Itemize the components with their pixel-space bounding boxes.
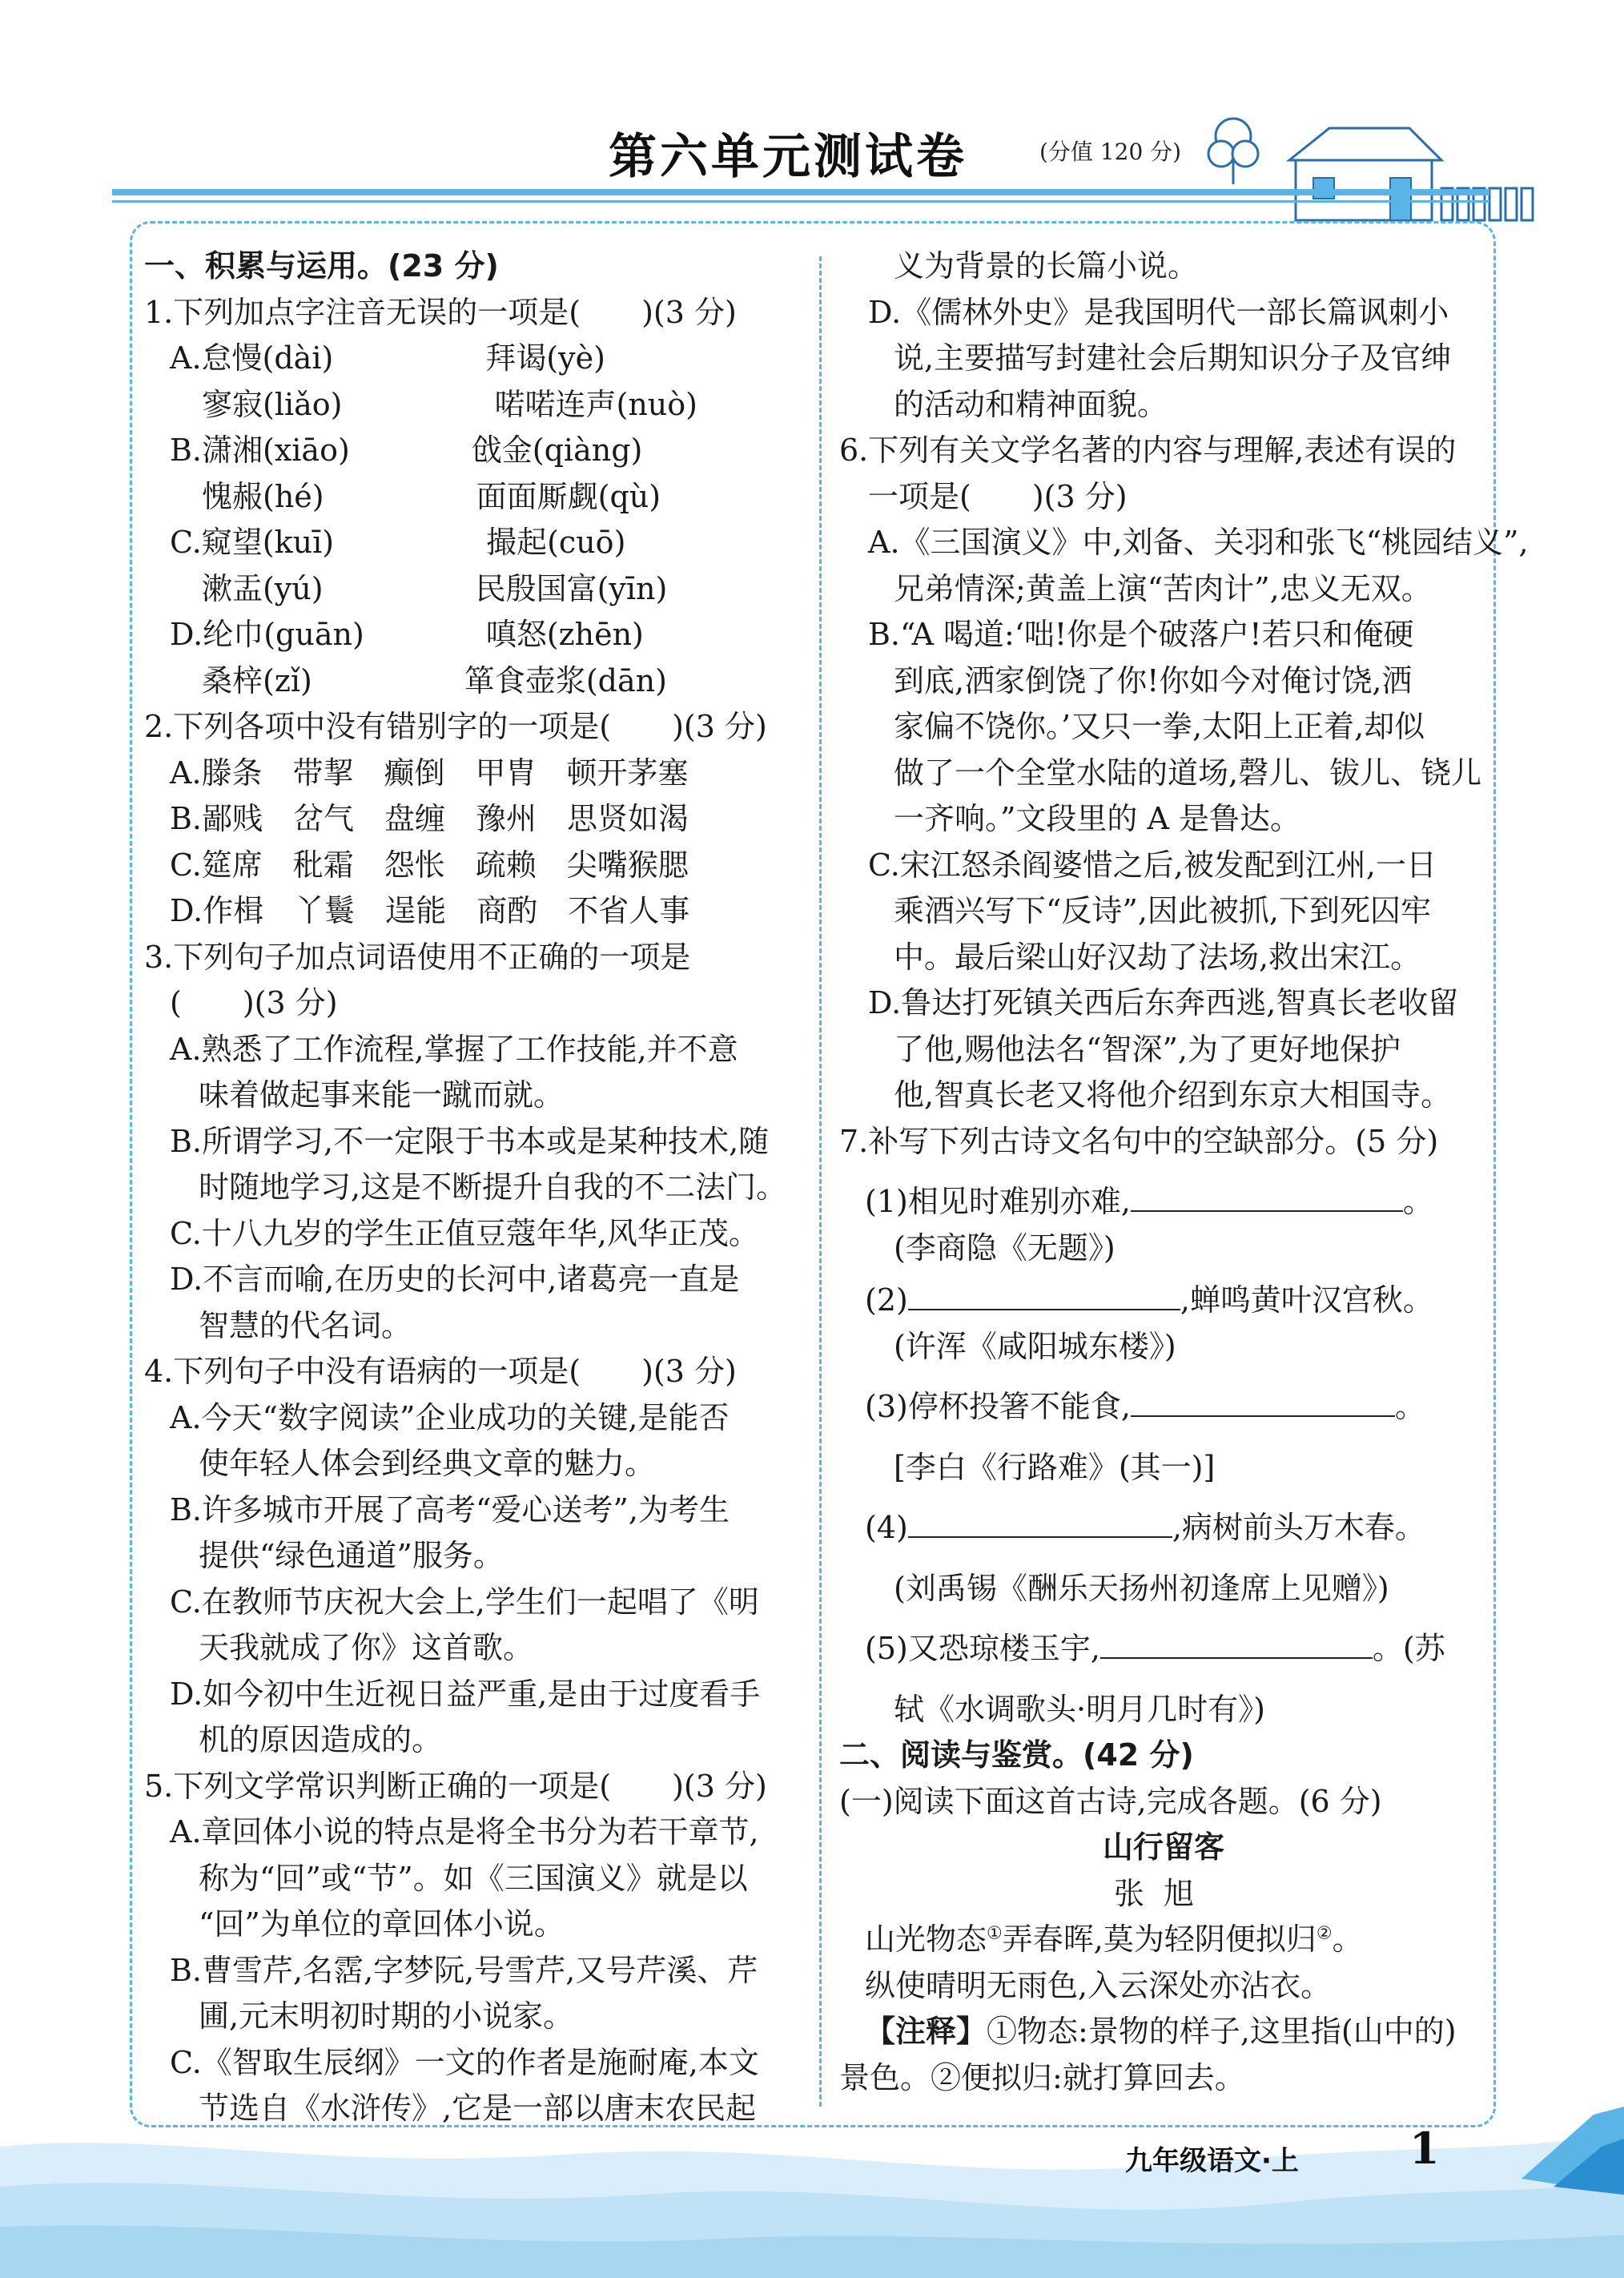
poem-line-2: 纵使晴明无雨色,入云深处亦沾衣。 (865, 1967, 1332, 2003)
question-2: 2.下列各项中没有错别字的一项是( )(3 分) (144, 709, 767, 744)
question-6: 6.下列有关文学名著的内容与理解,表述有误的 (839, 433, 1457, 468)
option-line: B.鄙贱 岔气 盘缠 豫州 思贤如渴 (170, 801, 689, 836)
footnote-marker: ① (987, 1923, 1003, 1944)
option-line: 使年轻人体会到经典文章的魅力。 (199, 1446, 656, 1481)
fill-text: ,病树前头万木春。 (1172, 1510, 1425, 1545)
option-line: D.不言而喻,在历史的长河中,诸葛亮一直是 (170, 1262, 740, 1297)
note-tag: 【注释】 (865, 2014, 987, 2049)
fill-text: 。 (1394, 1389, 1425, 1424)
fill-text: (1)相见时难别亦难, (865, 1184, 1131, 1219)
poem-author: 张旭 (1113, 1875, 1213, 1911)
question-1: 1.下列加点字注音无误的一项是( )(3 分) (144, 294, 737, 330)
fill-source-2: (许浑《咸阳城东楼》) (894, 1328, 1176, 1364)
fill-text: (5)又恐琼楼玉宇, (865, 1631, 1100, 1666)
option-line: 他,智真长老又将他介绍到东京大相国寺。 (894, 1077, 1452, 1113)
option-line: 乘酒兴写下“反诗”,因此被抓,下到死囚牢 (894, 893, 1432, 928)
fill-source-3: [李白《行路难》(其一)] (894, 1449, 1216, 1485)
fill-line-3 (839, 1384, 1488, 1431)
option-line: 提供“绿色通道”服务。 (199, 1538, 504, 1573)
column-divider (819, 256, 822, 2107)
fill-line-4 (839, 1505, 1488, 1552)
option-line: 寥寂(liǎo) 喏喏连声(nuò) (202, 386, 697, 422)
option-line: 说,主要描写封建社会后期知识分子及官绅 (894, 340, 1452, 376)
option-line: 到底,洒家倒饶了你!你如今对俺讨饶,洒 (894, 662, 1413, 698)
note-text: ①物态:景物的样子,这里指(山中的) (987, 2014, 1457, 2049)
poem-text: 弄春晖,莫为轻阴便拟归 (1002, 1922, 1316, 1957)
option-line: D.《儒林外史》是我国明代一部长篇讽刺小 (868, 294, 1449, 330)
option-line: 称为“回”或“节”。如《三国演义》就是以 (199, 1860, 748, 1896)
footnote-marker: ② (1316, 1923, 1333, 1944)
answer-blank-1[interactable] (1131, 1186, 1403, 1212)
answer-blank-4[interactable] (908, 1512, 1172, 1538)
option-line: A.《三国演义》中,刘备、关羽和张飞“桃园结义”, (868, 525, 1529, 560)
option-line: B.许多城市开展了高考“爱心送考”,为考生 (170, 1491, 730, 1527)
option-line: 义为背景的长篇小说。 (894, 248, 1199, 284)
option-line: C.筵席 秕霜 怨怅 疏赖 尖嘴猴腮 (170, 847, 689, 883)
header-rule (112, 189, 1489, 195)
fill-text: 。(苏 (1372, 1631, 1445, 1666)
poem-title: 山行留客 (1102, 1829, 1224, 1865)
option-line: 节选自《水浒传》,它是一部以唐末农民起 (199, 2091, 757, 2126)
poem-note-cont: 景色。②便拟归:就打算回去。 (839, 2059, 1245, 2095)
section-heading: 一、积累与运用。(23 分) (144, 248, 499, 284)
option-line: A.熟悉了工作流程,掌握了工作技能,并不意 (170, 1031, 738, 1067)
fill-text: (4) (865, 1510, 908, 1545)
answer-blank-5[interactable] (1100, 1633, 1373, 1659)
page-number: 1 (1409, 2123, 1440, 2174)
fill-text: (2) (865, 1282, 908, 1318)
option-line: 圃,元末明初时期的小说家。 (199, 1998, 574, 2034)
page-title: 第六单元测试卷 (609, 129, 967, 185)
option-line: C.《智取生辰纲》一文的作者是施耐庵,本文 (170, 2044, 759, 2080)
question-3: 3.下列句子加点词语使用不正确的一项是 (144, 939, 691, 975)
option-line: D.纶巾(guān) 嗔怒(zhēn) (170, 617, 644, 652)
answer-blank-2[interactable] (908, 1285, 1180, 1310)
option-line: 智慧的代名词。 (199, 1307, 412, 1343)
answer-blank-3[interactable] (1131, 1391, 1395, 1417)
option-line: 味着做起事来能一蹴而就。 (199, 1077, 565, 1113)
fill-line-2 (839, 1278, 1488, 1324)
option-line: 做了一个全堂水陆的道场,磬儿、钹儿、铙儿 (894, 755, 1482, 791)
option-line: B.曹雪芹,名霑,字梦阮,号雪芹,又号芹溪、芹 (170, 1952, 758, 1988)
right-column (839, 243, 1529, 2101)
fill-text: 。 (1402, 1184, 1433, 1219)
fill-text: (3)停杯投箸不能食, (865, 1389, 1131, 1424)
question-4: 4.下列句子中没有语病的一项是( )(3 分) (144, 1354, 737, 1389)
option-line: 一齐响。”文段里的 A 是鲁达。 (894, 801, 1301, 836)
house-illustration (1201, 104, 1538, 232)
option-line: B.潇湘(xiāo) 戗金(qiàng) (170, 433, 643, 468)
option-line: 兄弟情深;黄盖上演“苦肉计”,忠义无双。 (894, 570, 1432, 606)
option-line: 桑梓(zǐ) 箪食壶浆(dān) (202, 662, 667, 698)
fill-line-5 (839, 1626, 1488, 1672)
fill-source-5: 轼《水调歌头·明月几时有》) (894, 1691, 1265, 1727)
option-line: C.十八九岁的学生正值豆蔻年华,风华正茂。 (170, 1215, 759, 1251)
question-6-cont: 一项是( )(3 分) (868, 478, 1128, 514)
footer-subject: 九年级语文·上 (1125, 2145, 1299, 2177)
option-line: 中。最后梁山好汉劫了法场,救出宋江。 (894, 939, 1421, 975)
poem-text: 山光物态 (865, 1922, 987, 1957)
section-heading: 二、阅读与鉴赏。(42 分) (839, 1737, 1194, 1773)
question-5: 5.下列文学常识判断正确的一项是( )(3 分) (144, 1768, 767, 1804)
option-line: A.怠慢(dài) 拜谒(yè) (170, 340, 605, 376)
option-line: B.所谓学习,不一定限于书本或是某种技术,随 (170, 1123, 770, 1159)
option-line: 机的原因造成的。 (199, 1722, 443, 1757)
option-line: C.在教师节庆祝大会上,学生们一起唱了《明 (170, 1584, 759, 1620)
option-line: 漱盂(yú) 民殷国富(yīn) (202, 570, 668, 606)
option-line: 家偏不饶你。’又只一拳,太阳上正着,却似 (894, 709, 1425, 744)
option-line: 天我就成了你》这首歌。 (199, 1630, 534, 1665)
fill-text: ,蝉鸣黄叶汉宫秋。 (1180, 1282, 1433, 1318)
header-rule-thin (112, 200, 1489, 203)
option-line: D.作楫 丫鬟 逞能 商酌 不省人事 (170, 893, 690, 928)
fill-source-4: (刘禹锡《酬乐天扬州初逢席上见赠》) (894, 1570, 1389, 1606)
option-line: B.“A 喝道:‘咄!你是个破落户!若只和俺硬 (868, 617, 1414, 652)
option-line: A.滕条 带挈 癫倒 甲胄 顿开茅塞 (170, 755, 689, 791)
poem-text: 。 (1332, 1922, 1363, 1957)
option-line: 的活动和精神面貌。 (894, 386, 1168, 422)
option-line: D.如今初中生近视日益严重,是由于过度看手 (170, 1676, 761, 1712)
question-3-score: ( )(3 分) (170, 985, 338, 1020)
option-line: C.宋江怒杀阎婆惜之后,被发配到江州,一日 (868, 847, 1437, 883)
option-line: 时随地学习,这是不断提升自我的不二法门。 (199, 1169, 787, 1205)
option-line: A.今天“数字阅读”企业成功的关键,是能否 (170, 1399, 730, 1435)
water-illustration (0, 2099, 1624, 2278)
option-line: “回”为单位的章回体小说。 (199, 1906, 565, 1942)
left-column (144, 243, 801, 2132)
option-line: A.章回体小说的特点是将全书分为若干章节, (170, 1814, 759, 1849)
question-7: 7.补写下列古诗文名句中的空缺部分。(5 分) (839, 1123, 1439, 1159)
poem-line-1 (839, 1917, 1488, 1963)
option-line: C.窥望(kuī) 撮起(cuō) (170, 525, 626, 560)
poem-note (839, 2009, 1488, 2055)
fill-source-1: (李商隐《无题》) (894, 1230, 1115, 1266)
score-label: (分值 120 分) (1039, 139, 1182, 165)
reading-intro: (一)阅读下面这首古诗,完成各题。(6 分) (839, 1783, 1382, 1819)
fill-line-1 (839, 1179, 1488, 1226)
option-line: D.鲁达打死镇关西后东奔西逃,智真长老收留 (868, 985, 1459, 1020)
option-line: 了他,赐他法名“智深”,为了更好地保护 (894, 1031, 1401, 1067)
option-line: 愧赧(hé) 面面厮觑(qù) (202, 478, 661, 514)
